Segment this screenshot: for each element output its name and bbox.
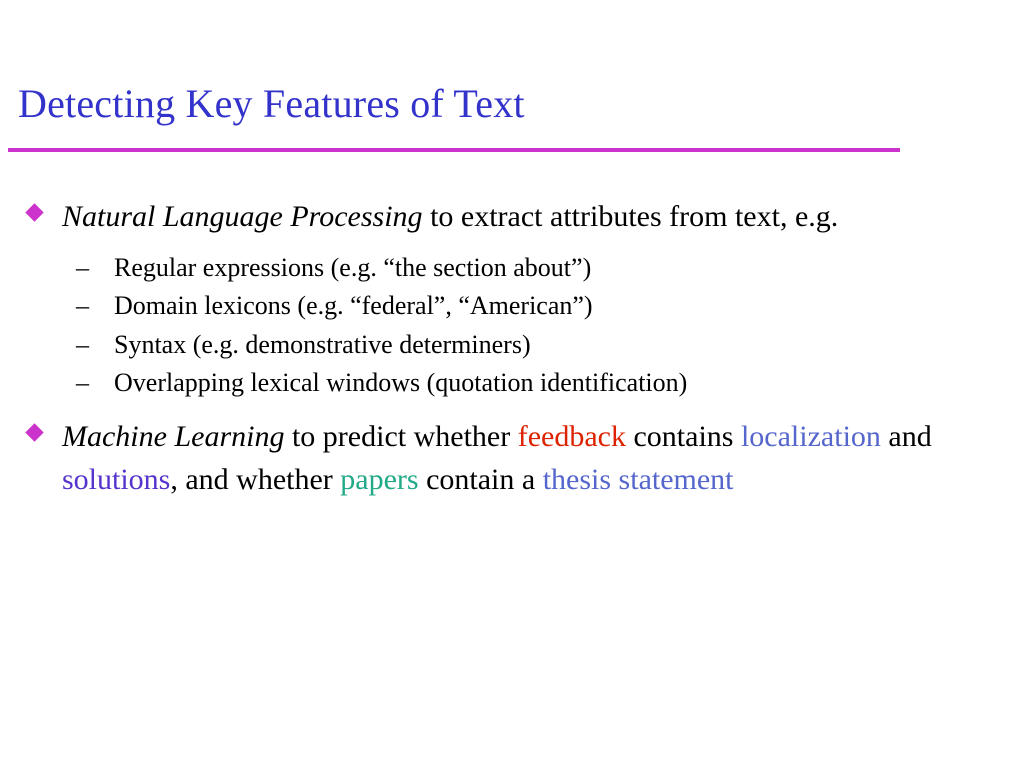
highlight-papers: papers [340, 463, 419, 497]
bullet-item-1 [14, 196, 1010, 239]
title-underline-rule [8, 148, 900, 152]
bullet-2-text-5: contain a [418, 463, 543, 497]
bullet-2-text-3: and [880, 420, 940, 454]
bullet-1-emphasis: Natural Language Processing [62, 200, 423, 233]
highlight-thesis-statement: thesis statement [542, 463, 734, 497]
list-item-label: Syntax (e.g. demonstrative determiners) [114, 329, 531, 359]
list-item-label: Overlapping lexical windows (quotation identification) [114, 368, 688, 397]
list-item [14, 287, 1010, 325]
list-item-label: Domain lexicons (e.g. “federal”, “American”) [114, 291, 593, 321]
diamond-bullet-icon [25, 424, 43, 442]
page-title: Detecting Key Features of Text [18, 81, 525, 126]
diamond-bullet-icon [25, 203, 43, 221]
bullet-item-2 [14, 416, 1010, 501]
dash-bullet-icon: – [76, 252, 89, 282]
slide-body [14, 196, 1010, 504]
highlight-feedback: feedback [517, 420, 626, 454]
list-item [14, 249, 1010, 287]
list-item [14, 364, 1010, 402]
bullet-2-text-1: to predict whether [284, 420, 518, 454]
list-item-label: Regular expressions (e.g. “the section about”) [114, 252, 592, 282]
highlight-localization: localization [740, 420, 881, 454]
bullet-1-text: to extract attributes from text, e.g. [422, 200, 839, 233]
dash-bullet-icon: – [76, 291, 89, 321]
bullet-2-text-2: contains [625, 420, 741, 454]
highlight-solutions: solutions [62, 463, 171, 497]
dash-bullet-icon: – [76, 329, 89, 359]
list-item [14, 326, 1010, 364]
bullet-1-sublist [14, 249, 1010, 403]
bullet-2-text-4: , and whether [170, 463, 341, 497]
bullet-2-emphasis: Machine Learning [62, 420, 285, 454]
dash-bullet-icon: – [76, 368, 89, 397]
